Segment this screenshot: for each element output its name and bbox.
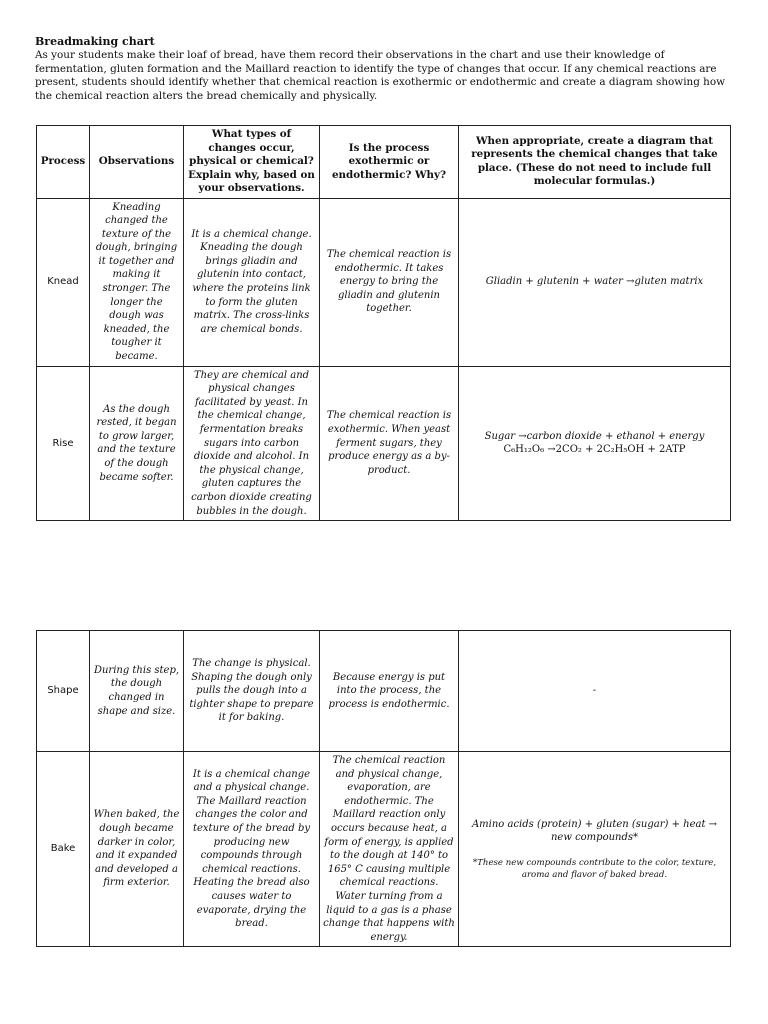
chart-heading: Breadmaking chart: [35, 35, 155, 48]
observations-cell: Kneading changed the texture of the dough, bringing it together and making it stronger. The longer the dough was kneaded, the tougher it became.: [90, 198, 184, 366]
table-row-knead: [37, 198, 731, 366]
diagram-note: *These new compounds contribute to the color, texture, aroma and flavor of baked bread.: [472, 857, 717, 880]
header-exo-endo: Is the process exothermic or endothermic? Why?: [320, 126, 459, 199]
header-diagram: When appropriate, create a diagram that represents the chemical changes that take place. (These do not need to include full molecular formulas.): [459, 126, 731, 199]
table-row-rise: [37, 366, 731, 521]
process-cell: Bake: [37, 752, 90, 947]
diagram-cell: [459, 752, 731, 947]
diagram-cell: [459, 366, 731, 521]
exo-endo-cell: Because energy is put into the process, the process is endothermic.: [320, 631, 459, 752]
intro-paragraph: As your students make their loaf of bread, have them record their observations in the chart and use their knowledge of fermentation, gluten formation and the Maillard reaction to identify the type of changes that occur. If any chemical reactions are present, students should identify whether that chemical reaction is exothermic or endothermic and create a diagram showing how the chemical reaction alters the bread chemically and physically.: [35, 49, 726, 102]
exo-endo-cell: The chemical reaction is exothermic. When yeast ferment sugars, they produce energy as a by-product.: [320, 366, 459, 521]
breadmaking-table-part-2: [36, 630, 731, 947]
change-type-cell: It is a chemical change and a physical change. The Maillard reaction changes the color and texture of the bread by producing new compounds through chemical reactions. Heating the bread also causes water to evaporate, drying the bread.: [184, 752, 320, 947]
observations-cell: When baked, the dough became darker in color, and it expanded and developed a firm exterior.: [90, 752, 184, 947]
diagram-cell: -: [459, 631, 731, 752]
diagram-equation: Sugar →carbon dioxide + ethanol + energy: [484, 430, 705, 442]
observations-cell: As the dough rested, it began to grow larger, and the texture of the dough became softer.: [90, 366, 184, 521]
diagram-equation: Amino acids (protein) + gluten (sugar) + heat → new compounds*: [471, 818, 718, 844]
header-observations: Observations: [90, 126, 184, 199]
process-cell: Rise: [37, 366, 90, 521]
diagram-formula: C₆H₁₂O₆ →2CO₂ + 2C₂H₅OH + 2ATP: [503, 444, 686, 456]
process-cell: Shape: [37, 631, 90, 752]
observations-cell: During this step, the dough changed in shape and size.: [90, 631, 184, 752]
table-row-shape: [37, 631, 731, 752]
breadmaking-table-part-1: [36, 125, 731, 521]
header-change-type: What types of changes occur, physical or chemical? Explain why, based on your observations.: [184, 126, 320, 199]
header-row: [37, 126, 731, 199]
header-process: Process: [37, 126, 90, 199]
diagram-cell: Gliadin + glutenin + water →gluten matrix: [459, 198, 731, 366]
exo-endo-cell: The chemical reaction and physical change, evaporation, are endothermic. The Maillard reaction only occurs because heat, a form of energy, is applied to the dough at 140° to 165° C causing multiple chemical reactions. Water turning from a liquid to a gas is a phase change that happens with energy.: [320, 752, 459, 947]
change-type-cell: They are chemical and physical changes facilitated by yeast. In the chemical change, fermentation breaks sugars into carbon dioxide and alcohol. In the physical change, gluten captures the carbon dioxide creating bubbles in the dough.: [184, 366, 320, 521]
table-row-bake: [37, 752, 731, 947]
change-type-cell: It is a chemical change. Kneading the dough brings gliadin and glutenin into contact, where the proteins link to form the gluten matrix. The cross-links are chemical bonds.: [184, 198, 320, 366]
exo-endo-cell: The chemical reaction is endothermic. It takes energy to bring the gliadin and glutenin together.: [320, 198, 459, 366]
process-cell: Knead: [37, 198, 90, 366]
change-type-cell: The change is physical. Shaping the dough only pulls the dough into a tighter shape to prepare it for baking.: [184, 631, 320, 752]
